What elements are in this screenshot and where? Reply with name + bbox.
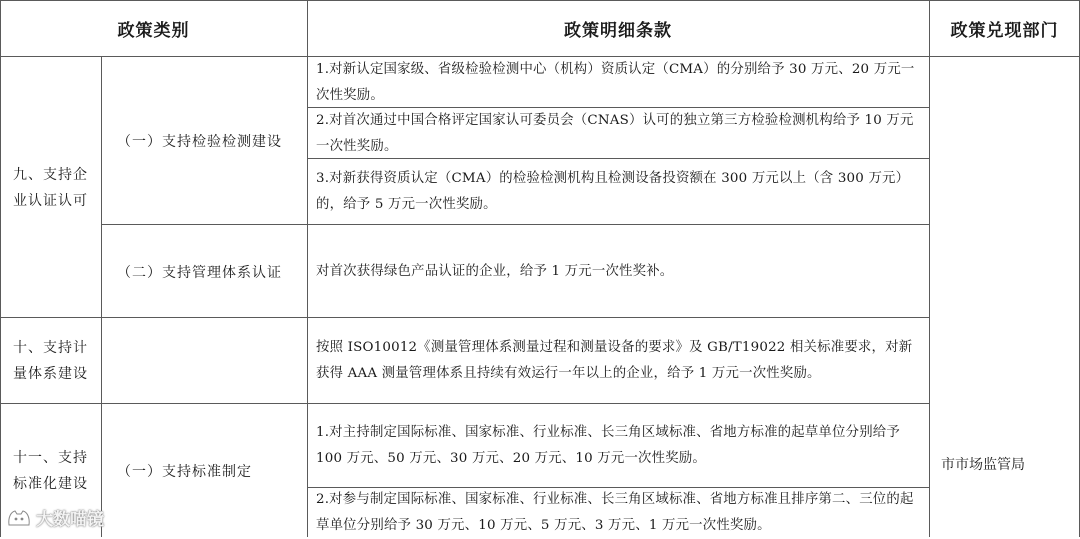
watermark: 大数喵镜 [6,505,104,530]
cat-logo-icon [6,508,32,528]
table-divider [0,403,929,404]
detail-item: 按照 ISO10012《测量管理体系测量过程和测量设备的要求》及 GB/T19022 相关标准要求，对新获得 AAA 测量管理体系且持续有效运行一年以上的企业，给予 1 万元一次性奖励。 [316,340,913,381]
table-border [0,0,1,537]
table-divider [307,487,929,488]
category-nine: 九、支持企业认证认可 [13,166,88,209]
detail-item: 1.对主持制定国际标准、国家标准、行业标准、长三角区域标准、省地方标准的起草单位分别给予 100 万元、50 万元、30 万元、20 万元、10 万元一次性奖励。 [316,425,900,466]
table-divider [101,224,929,225]
table-divider [307,0,308,537]
detail-item: 3.对新获得资质认定（CMA）的检验检测机构且检测设备投资额在 300 万元以上（含 300 万元）的，给予 5 万元一次性奖励。 [316,171,910,212]
subcategory-inspection: （一）支持检验检测建设 [117,134,282,150]
subcategory-standards: （一）支持标准制定 [117,463,252,480]
header-category: 政策类别 [117,21,190,41]
table-divider [0,317,929,318]
table-divider [0,56,1080,57]
header-details: 政策明细条款 [564,21,672,41]
detail-item: 2.对参与制定国际标准、国家标准、行业标准、长三角区域标准、省地方标准且排序第二、三位的起草单位分别给予 30 万元、10 万元、5 万元、3 万元、1 万元一次性奖励。 [316,491,914,533]
table-divider [101,57,102,537]
table-divider [307,158,929,159]
subcategory-metrology [101,318,307,404]
table-divider [929,0,930,537]
detail-item: 2.对首次通过中国合格评定国家认可委员会（CNAS）认可的独立第三方检验检测机构给予 10 万元一次性奖励。 [316,112,914,154]
table-divider [307,107,929,108]
header-department: 政策兑现部门 [950,21,1059,41]
table-border [0,0,1080,1]
category-ten: 十、支持计量体系建设 [13,340,88,382]
detail-item: 对首次获得绿色产品认证的企业，给予 1 万元一次性奖补。 [316,263,674,279]
detail-item: 1.对新认定国家级、省级检验检测中心（机构）资质认定（CMA）的分别给予 30 万元、20 万元一次性奖励。 [316,61,915,103]
subcategory-management: （二）支持管理体系认证 [117,264,282,281]
department-cell: 市市场监管局 [941,457,1025,473]
category-eleven: 十一、支持标准化建设 [13,449,88,492]
